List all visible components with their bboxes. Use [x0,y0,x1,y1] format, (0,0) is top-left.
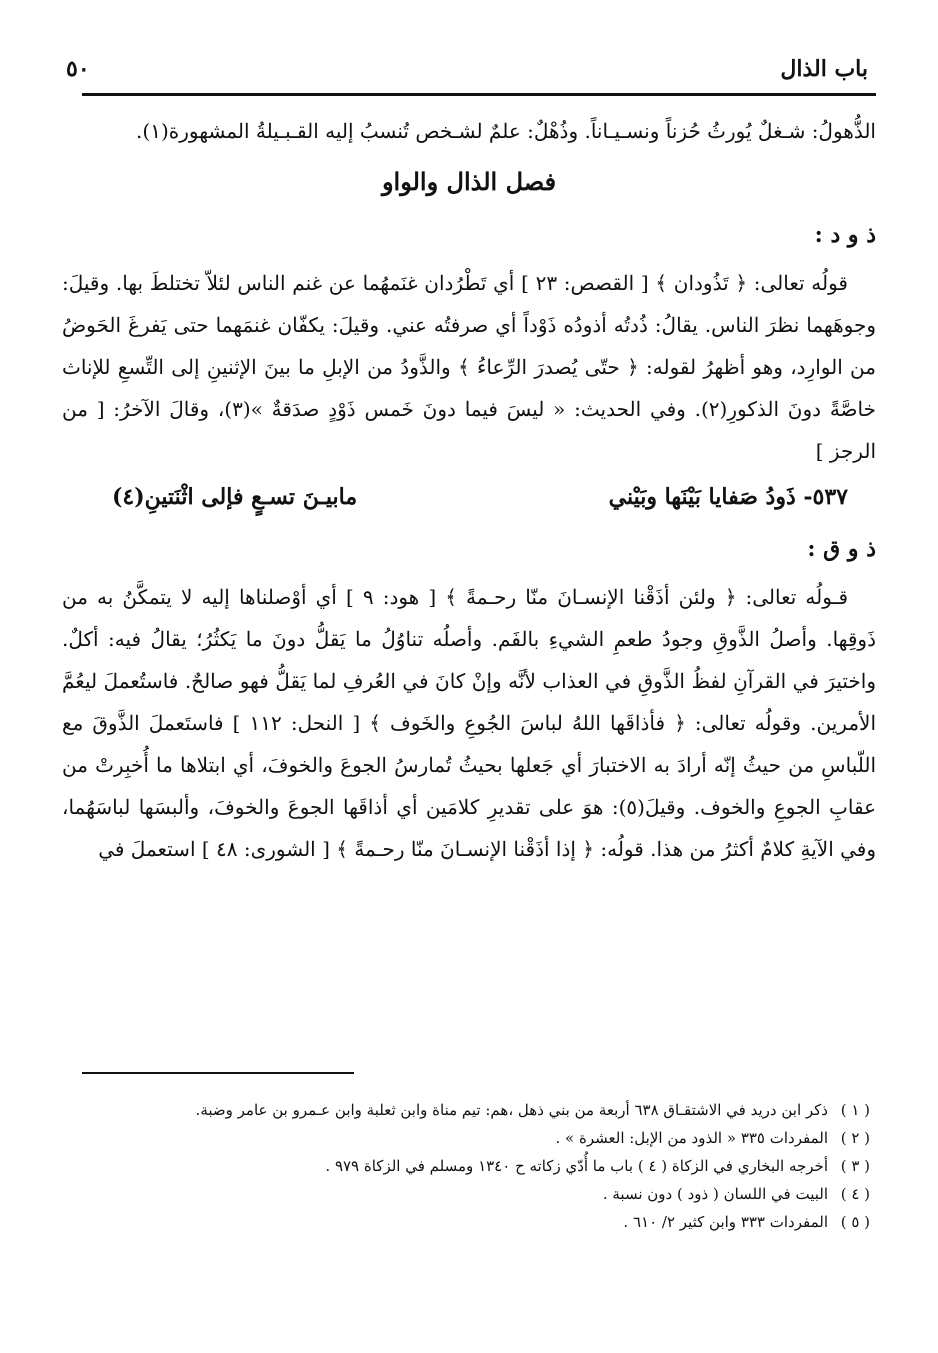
footnote [70,1208,870,1236]
section-title: فصل الذال والواو [381,167,557,196]
poetry-verse [62,472,876,524]
verse-first-hemistich: ٥٣٧- ذَودُ صَفايا بَيْنَها وبَيْني [608,484,848,510]
entry-paragraph-dhwq: قـولُه تعالى: ﴿ ولئن أذَقْنا الإنسـانَ منّا رحـمةً ﴾ [ هود: ٩ ] أي أوْصلناها إليه لا يتمكَّنُ به من ذَوقِها. وأصلُ الذَّوقِ وجودُ طعمِ الشيءِ بالفَم. وأصلُه تناوُلُ ما يَقلُّ دونَ ما يَكثُرُ؛ يقالُ فيه: أكلٌ. واختيرَ في القرآنِ لفظُ الذَّوقِ في العذاب لأنَّه وإنْ كانَ في العُرفِ لما يَقلُّ فهو صالحٌ. فاستُعملَ ليعُمَّ الأمرين. وقولُه تعالى: ﴿ فأذاقَها اللهُ لباسَ الجُوعِ والخَوف ﴾ [ النحل: ١١٢ ] فاستَعملَ الذَّوقَ مع اللّباسِ من حيثُ إنّه أرادَ به الاختبارَ أي جَعلها بحيثُ تُمارسُ الجوعَ والخوفَ، أي ابتلاها ما أُخبِرتْ من عقابِ الجوعِ والخوف. وقيلَ(٥): هوَ على تقديرِ كلامَين أي أذاقَها الجوعَ والخوفَ، وألبسَها لباسَهُما، وفي الآيةِ كلامٌ أكثرُ من هذا. قولُه: ﴿ إذا أذَقْنا الإنسـانَ منّا رحـمةً ﴾ [ الشورى: ٤٨ ] استعملَ في [62,585,877,861]
footnote-number: ( ٣ ) [840,1157,870,1175]
footnote-number: ( ٥ ) [840,1213,870,1231]
footnote [70,1152,870,1180]
footnote-rule [82,1072,354,1074]
footnote-text: البيت في اللسان ( ذود ) دون نسبة . [602,1185,828,1203]
header-rule [82,93,876,96]
footnote-text: أخرجه البخاري في الزكاة ( ٤ ) باب ما أُدّي زكاته ح ١٣٤٠ ومسلم في الزكاة ٩٧٩ . [325,1157,828,1175]
footnote [70,1180,870,1208]
intro-paragraph: الذُّهولُ: شـغلٌ يُورثُ حُزناً ونسـيـاناً. وذُهْلٌ: علمٌ لشـخص تُنسبُ إليه القـبـيلةُ المشهورة(١). [136,119,876,143]
entry-paragraph-dhwd: قولُه تعالى: ﴿ تَذُودان ﴾ [ القصص: ٢٣ ] أي تَطْرُدان غنَمهُما عن غنم الناس لئلاّ تختلطَ بها. وقيلَ: وجوهَهما نظرَ الناس. يقالُ: ذُدتُه أذودُه ذَوْداً أي صرفتُه عني. وقيلَ: يكفّان غنمَهما حتى يَفرغَ الحَوضُ من الوارِد، وهو أظهرُ لقوله: ﴿ حتّى يُصدرَ الرِّعاءُ ﴾ والذَّودُ من الإبلِ ما بينَ الإثنينِ إلى التِّسعِ للإناث خاصَّةً دونَ الذكورِ(٢). وفي الحديث: « ليسَ فيما دونَ خَمس ذَوْدٍ صدَقةٌ »(٣)، وقالَ الآخرُ: [ من الرجز ] [62,271,876,463]
page-number: ٥٠ [66,56,90,82]
chapter-title: باب الذال [780,56,868,82]
footnote-text: المفردات ٣٣٥ « الذود من الإبل: العشرة » . [555,1129,828,1147]
footnote-number: ( ١ ) [840,1101,870,1119]
entry-heading-dhwd: ذ و د : [814,222,876,248]
footnote-number: ( ٢ ) [840,1129,870,1147]
footnote-text: المفردات ٣٣٣ وابن كثير ٢/ ٦١٠ . [623,1213,828,1231]
verse-second-hemistich: مابيـنَ تسـعٍ فإلى اثْنَتينِ(٤) [112,484,358,510]
entry-heading-dhwq: ذ و ق : [807,536,876,562]
footnote-number: ( ٤ ) [840,1185,870,1203]
footnote-text: ذكر ابن دريد في الاشتقـاق ٦٣٨ أربعة من بني ذهل ،هم: تيم مناة وابن ثعلبة وابن عـمرو بن عامر وضبة. [195,1101,828,1119]
footnote [70,1096,870,1124]
page-header [60,52,878,88]
footnote [70,1124,870,1152]
main-text [62,110,876,870]
footnotes [70,1096,870,1236]
